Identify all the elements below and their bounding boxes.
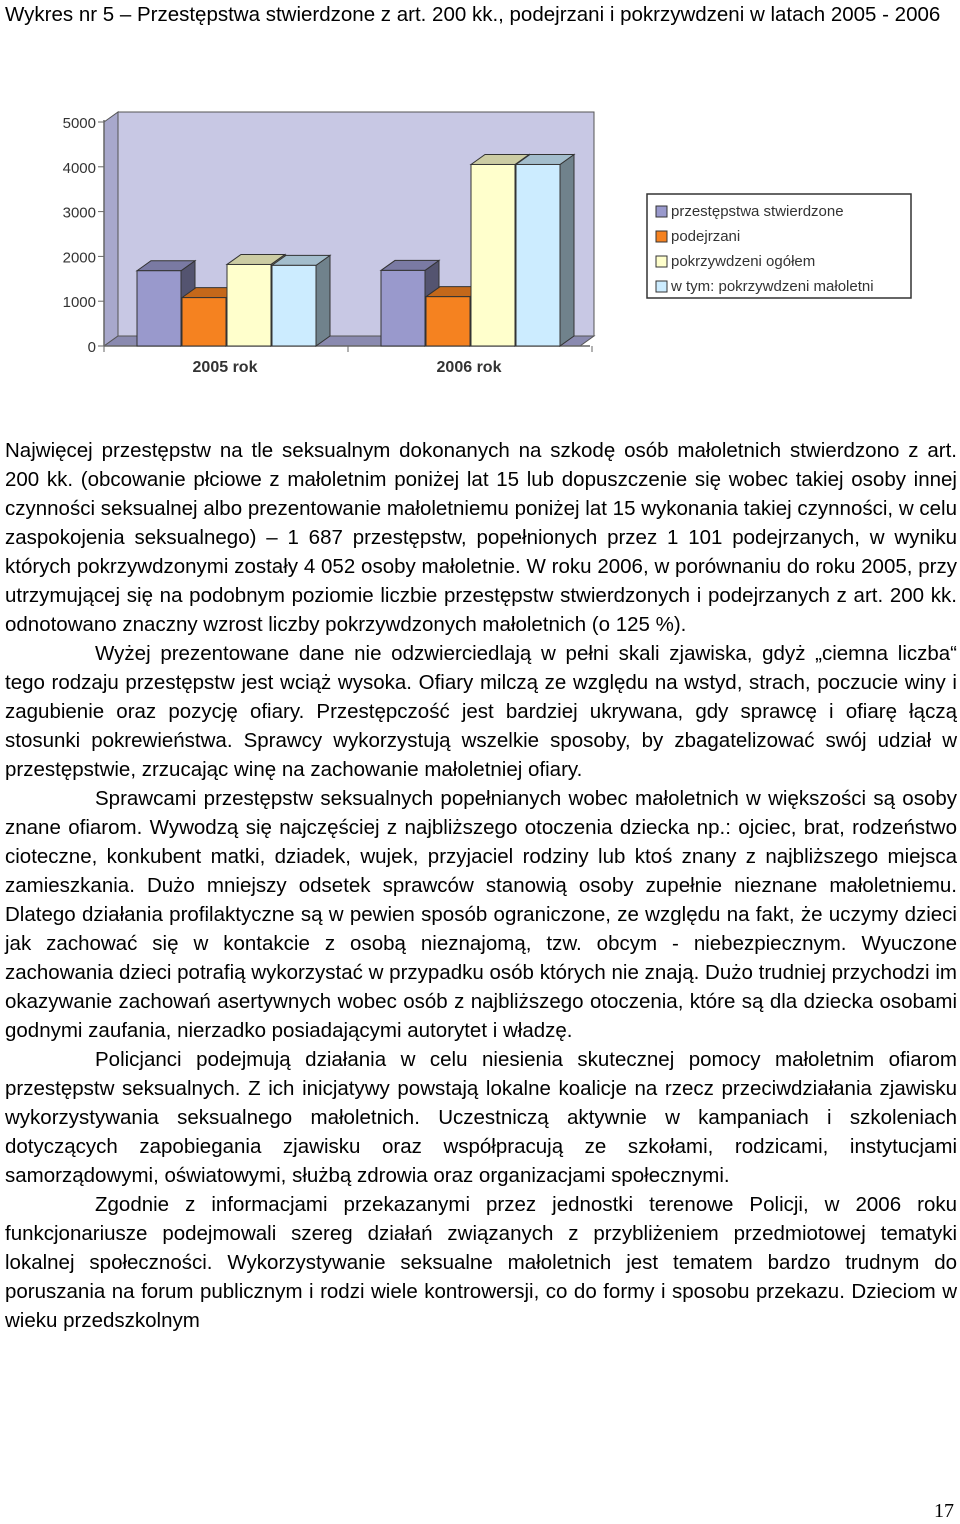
- bar: [137, 271, 181, 346]
- body-text: [5, 436, 957, 1335]
- bar: [272, 265, 316, 346]
- y-tick-label: 2000: [62, 249, 96, 267]
- bar-side: [560, 154, 574, 346]
- chart-svg: [0, 100, 960, 400]
- paragraph: Wyżej prezentowane dane nie odzwierciedlają w pełni skali zjawiska, gdyż „ciemna liczba“ tego rodzaju przestępstw jest wciąż wysoka. Ofiary milczą ze względu na wstyd, strach, poczucie winy i zagubienie oraz pozycję ofiary. Przestępczość jest bardziej ukrywana, gdy sprawcę i ofiarę łączą stosunki pokrewieństwa. Sprawcy wykorzystują wszelkie sposoby, by zbagatelizować swój udział w przestępstwie, zrzucając winę na zachowanie małoletniej ofiary.: [5, 642, 957, 781]
- bar: [516, 164, 560, 346]
- bar: [182, 298, 226, 346]
- legend-label: przestępstwa stwierdzone: [671, 203, 844, 220]
- y-tick-label: 1000: [62, 294, 96, 312]
- legend-label: w tym: pokrzywdzeni małoletni: [671, 278, 874, 295]
- x-category-label: 2006 rok: [436, 359, 502, 376]
- bar: [471, 164, 515, 346]
- bar-side: [316, 255, 330, 346]
- y-tick-label: 3000: [62, 204, 96, 222]
- legend-swatch: [656, 281, 667, 292]
- legend-label: pokrzywdzeni ogółem: [671, 253, 816, 270]
- legend-swatch: [656, 206, 667, 217]
- legend-swatch: [656, 256, 667, 267]
- paragraph: Najwięcej przestępstw na tle seksualnym dokonanych na szkodę osób małoletnich stwierdzono z art. 200 kk. (obcowanie płciowe z małoletnim poniżej lat 15 lub dopuszczenie się wobec takiej osoby innej czynności seksualnej albo prezentowanie małoletniemu poniżej lat 15 wykonania takiej czynności, w celu zaspokojenia seksualnego) – 1 687 przestępstw, popełnionych przez 1 101 podejrzanych, w wyniku których pokrzywdzonymi zostały 4 052 osoby małoletnie. W roku 2006, w porównaniu do roku 2005, przy utrzymującej się na podobnym poziomie liczbie przestępstw stwierdzonych i podejrzanych z art. 200 kk. odnotowano znaczny wzrost liczby pokrzywdzonych małoletnich (o 125 %).: [5, 439, 957, 636]
- legend-label: podejrzani: [671, 228, 741, 245]
- bar: [381, 270, 425, 346]
- bar-chart: [0, 100, 960, 400]
- y-tick-label: 4000: [62, 159, 96, 177]
- bar: [426, 297, 470, 346]
- bar: [227, 264, 271, 346]
- paragraph: Zgodnie z informacjami przekazanymi przez jednostki terenowe Policji, w 2006 roku funkcjonariusze podejmowali szereg działań związanych z przybliżeniem przedmiotowej tematyki lokalnej społeczności. Wykorzystywanie seksualne małoletnich jest tematem bardzo trudnym do poruszania na forum publicznym i rodzi wiele kontrowersji, co do formy i sposobu przekazu. Dzieciom w wieku przedszkolnym: [5, 1193, 957, 1332]
- chart-side-wall: [104, 112, 118, 346]
- page-number: 17: [934, 1500, 954, 1522]
- x-category-label: 2005 rok: [192, 359, 258, 376]
- figure-caption: Wykres nr 5 – Przestępstwa stwierdzone z art. 200 kk., podejrzani i pokrzywdzeni w latach 2005 - 2006: [5, 3, 941, 26]
- y-tick-label: 5000: [62, 115, 96, 132]
- legend-swatch: [656, 231, 667, 242]
- paragraph: Sprawcami przestępstw seksualnych popełnianych wobec małoletnich w większości są osoby znane ofiarom. Wywodzą się najczęściej z najbliższego otoczenia dziecka np.: ojciec, brat, rodzeństwo cioteczne, konkubent matki, dziadek, wujek, przyjaciel rodziny lub ktoś znany z najbliższego miejsca zamieszkania. Dużo mniejszy odsetek sprawców stanowią osoby zupełnie nieznane małoletniemu. Dlatego działania profilaktyczne są w pewien sposób ograniczone, ze względu na fakt, że uczymy dzieci jak zachować się w kontakcie z osobą nieznajomą, tzw. obcym - niebezpiecznym. Wyuczone zachowania dzieci potrafią wykorzystać w przypadku osób których nie znają. Dużo trudniej przychodzi im okazywanie zachowań asertywnych wobec osób z najbliższego otoczenia, które są dla dziecka osobami godnymi zaufania, nierzadko posiadającymi autorytet i władzę.: [5, 787, 957, 1042]
- paragraph: Policjanci podejmują działania w celu niesienia skutecznej pomocy małoletnim ofiarom przestępstw seksualnych. Z ich inicjatywy powstają lokalne koalicje na rzecz przeciwdziałania zjawisku wykorzystywania seksualnego małoletnich. Uczestniczą aktywnie w kampaniach i szkoleniach dotyczących zapobiegania zjawisku oraz współpracują ze szkołami, rodzicami, instytucjami samorządowymi, oświatowymi, służbą zdrowia oraz organizacjami społecznymi.: [5, 1048, 957, 1187]
- y-tick-label: 0: [87, 339, 96, 356]
